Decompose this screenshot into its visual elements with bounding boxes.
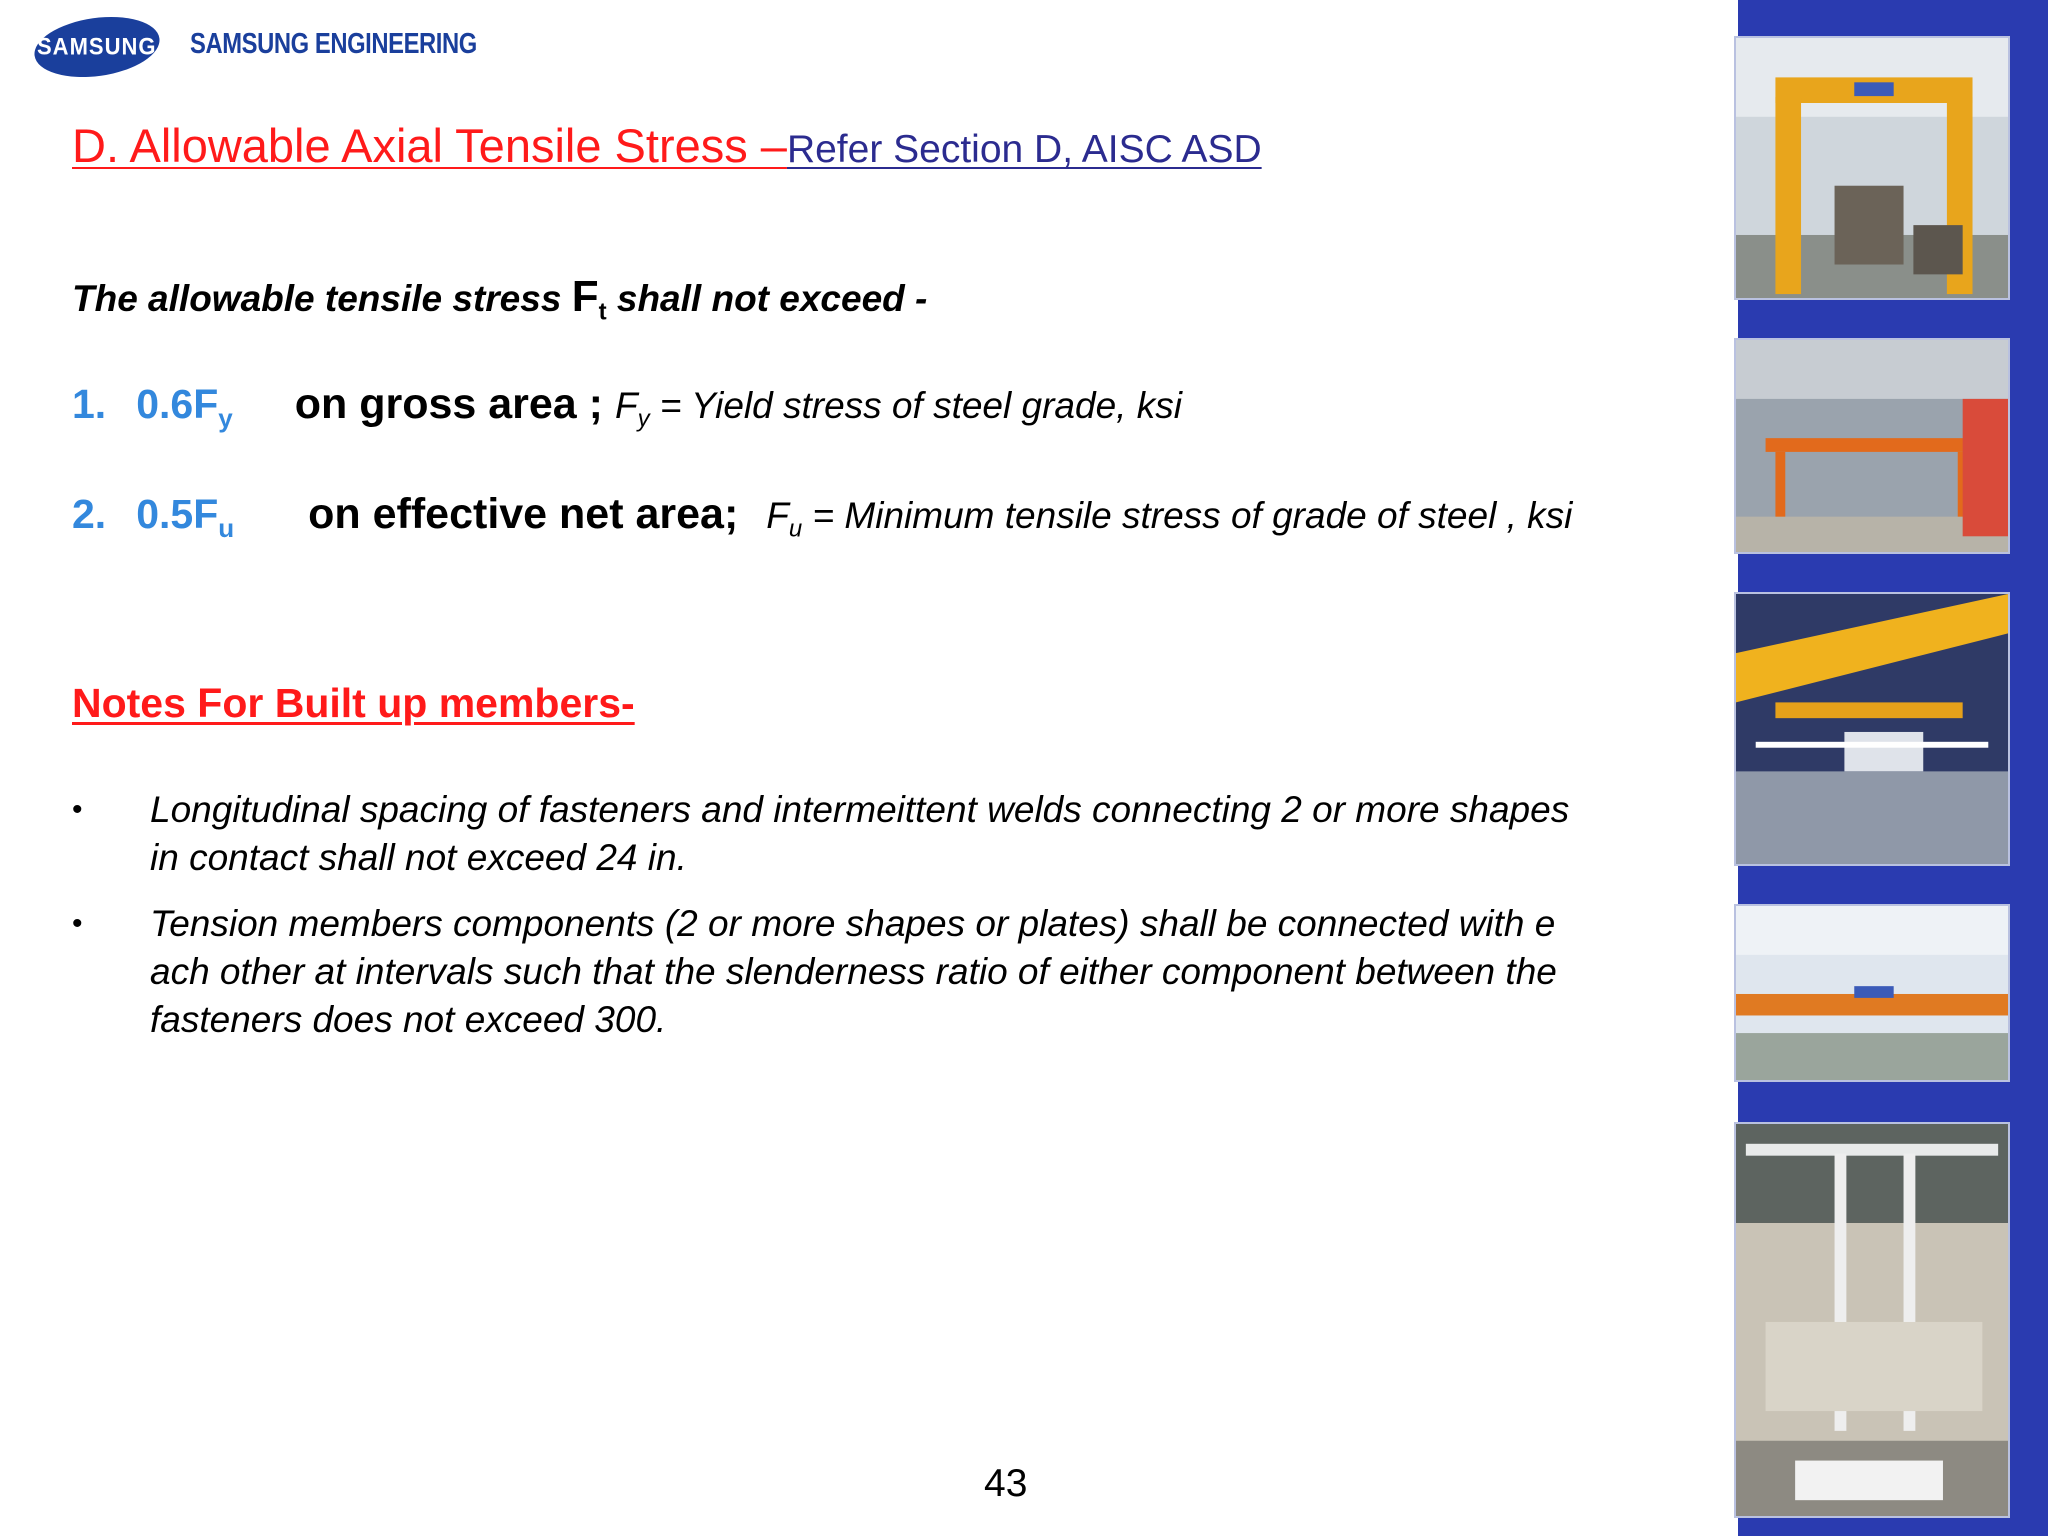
equation-coefficient	[136, 491, 235, 544]
title-main: D. Allowable Axial Tensile Stress –	[72, 119, 787, 172]
intro-statement	[72, 272, 927, 326]
intro-symbol: F	[571, 272, 599, 321]
overhead-crane-lifting-photo	[1734, 592, 2010, 866]
factory-interior-photo	[1734, 1122, 2010, 1518]
logo-oval-text: SAMSUNG	[37, 32, 157, 61]
coef-main: 0.5F	[136, 491, 219, 537]
definition-var-sub: u	[788, 515, 803, 543]
equation-definition	[766, 495, 1573, 543]
equation-1	[72, 380, 1182, 434]
bullet-icon: •	[72, 793, 83, 826]
list-item	[72, 900, 1692, 1044]
equation-definition	[614, 385, 1182, 433]
overhead-crane-hall-photo	[1734, 338, 2010, 554]
list-item	[72, 786, 1692, 882]
definition-text: = Minimum tensile stress of grade of steel , ksi	[802, 495, 1573, 536]
bullet-icon: •	[72, 907, 83, 940]
notes-list	[72, 786, 1692, 1062]
equation-number: 2.	[72, 491, 107, 537]
definition-var-sub: y	[637, 405, 650, 433]
intro-prefix: The allowable tensile stress	[72, 278, 572, 319]
samsung-engineering-wordmark: SAMSUNG ENGINEERING	[190, 28, 477, 60]
page-number: 43	[984, 1462, 1028, 1505]
samsung-logo	[31, 10, 164, 85]
coef-sub: u	[218, 513, 235, 544]
list-item-line: Tension members components (2 or more shapes or plates) shall be connected with e	[150, 903, 1556, 944]
equation-area-label: on effective net area;	[308, 490, 739, 538]
slide-title	[72, 118, 1262, 173]
intro-suffix: shall not exceed -	[606, 278, 928, 319]
equation-coefficient	[136, 381, 233, 434]
list-item-line: fasteners does not exceed 300.	[150, 999, 667, 1040]
list-item-line: Longitudinal spacing of fasteners and intermeittent welds connecting 2 or more shapes	[150, 789, 1570, 830]
definition-var: F	[614, 385, 638, 426]
coef-sub: y	[218, 403, 233, 434]
overhead-crane-bay-photo	[1734, 904, 2010, 1082]
list-item-line: in contact shall not exceed 24 in.	[150, 837, 687, 878]
equation-number: 1.	[72, 381, 107, 427]
title-reference-link[interactable]: Refer Section D, AISC ASD	[786, 128, 1262, 171]
equation-area-label: on gross area ;	[294, 380, 603, 428]
notes-heading: Notes For Built up members-	[72, 680, 635, 726]
gantry-crane-photo	[1734, 36, 2010, 300]
coef-main: 0.6F	[136, 381, 219, 427]
intro-symbol-sub: t	[598, 298, 607, 326]
definition-var: F	[766, 495, 789, 536]
definition-text: = Yield stress of steel grade, ksi	[649, 385, 1182, 426]
equation-2	[72, 490, 1572, 544]
list-item-line: ach other at intervals such that the slenderness ratio of either component between the	[150, 951, 1557, 992]
